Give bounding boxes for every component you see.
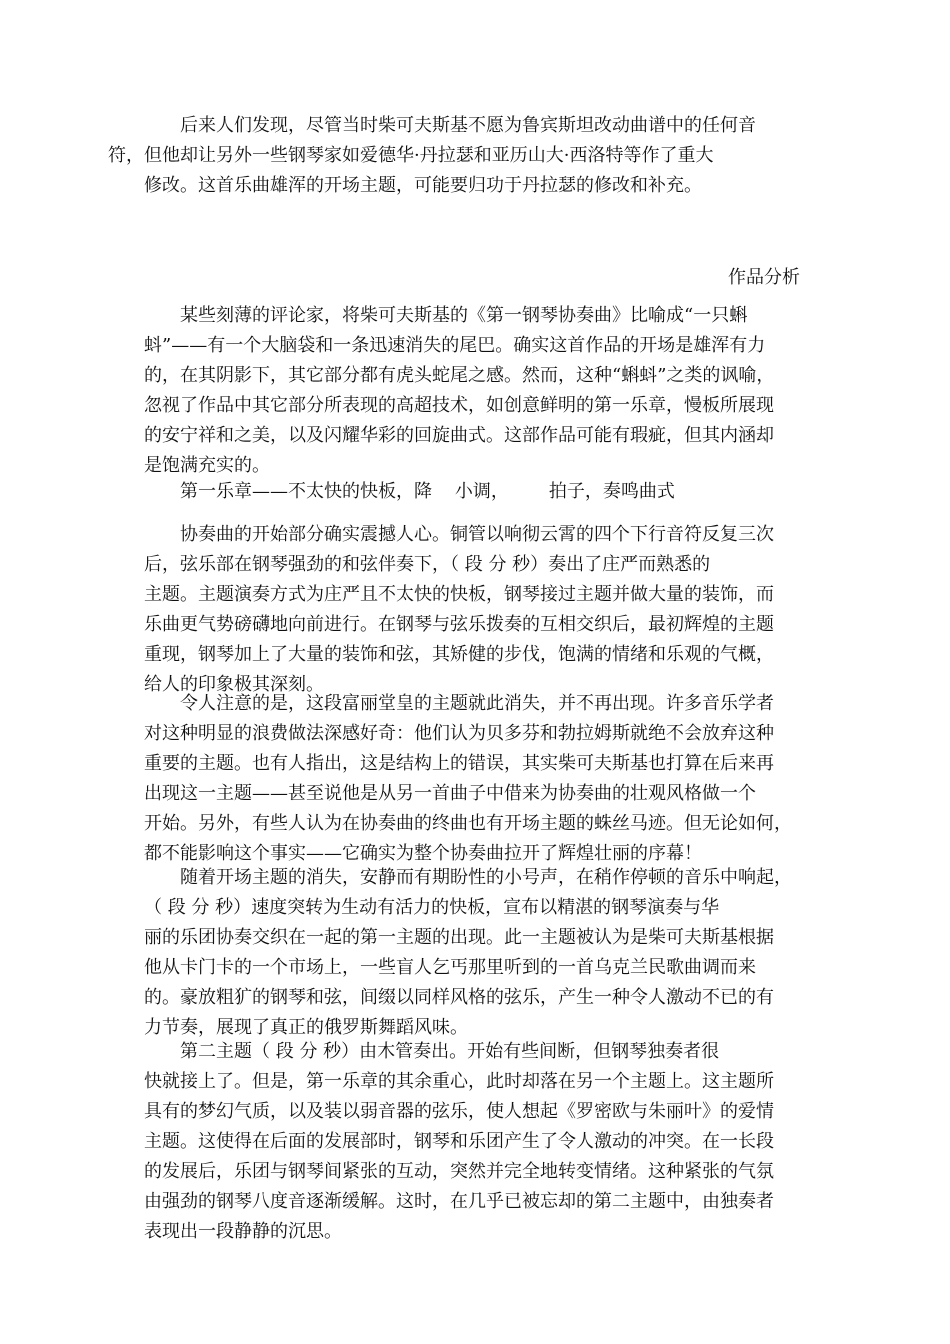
text-line: 后来人们发现，尽管当时柴可夫斯基不愿为鲁宾斯坦改动曲谱中的任何音 (180, 115, 756, 136)
text-line: 是饱满充实的。 (144, 455, 270, 476)
text-line: 都不能影响这个事实——它确实为整个协奏曲拉开了辉煌壮丽的序幕！ (144, 843, 702, 864)
paragraph-theme-disappears (144, 689, 808, 869)
text-line: 快就接上了。但是，第一乐章的其余重心，此时却落在另一个主题上。这主题所 (144, 1071, 774, 1092)
movement-heading: 第一乐章——不太快的快板，降 小调， 拍子，奏鸣曲式 (180, 481, 675, 502)
text-line: 他从卡门卡的一个市场上，一些盲人乞丐那里听到的一首乌克兰民歌曲调而来 (144, 957, 756, 978)
text-line: 表现出一段静静的沉思。 (144, 1221, 342, 1242)
paragraph-opening (144, 520, 808, 700)
text-line: 主题。这使得在后面的发展部时，钢琴和乐团产生了令人激动的冲突。在一长段 (144, 1131, 774, 1152)
text-line: 令人注意的是，这段富丽堂皇的主题就此消失，并不再出现。许多音乐学者 (180, 693, 774, 714)
text-line: （ 段 分 秒）速度突转为生动有活力的快板，宣布以精湛的钢琴演奏与华 (144, 897, 720, 918)
text-line: 第二主题（ 段 分 秒）由木管奏出。开始有些间断，但钢琴独奏者很 (180, 1041, 720, 1062)
text-line: 后，弦乐部在钢琴强劲的和弦伴奏下，（ 段 分 秒）奏出了庄严而熟悉的 (144, 554, 711, 575)
text-line: 丽的乐团协奏交织在一起的第一主题的出现。此一主题被认为是柴可夫斯基根据 (144, 927, 774, 948)
analysis-paragraph (144, 301, 808, 481)
text-line: 重现，钢琴加上了大量的装饰和弦，其矫健的步伐，饱满的情绪和乐观的气概， (144, 644, 774, 665)
intro-paragraph (108, 111, 808, 201)
text-line: 给人的印象极其深刻。 (144, 674, 324, 695)
text-line: 修改。这首乐曲雄浑的开场主题，可能要归功于丹拉瑟的修改和补充。 (144, 175, 702, 196)
text-line: 出现这一主题——甚至说他是从另一首曲子中借来为协奏曲的壮观风格做一个 (144, 783, 756, 804)
text-line: 重要的主题。也有人指出，这是结构上的错误，其实柴可夫斯基也打算在后来再 (144, 753, 774, 774)
paragraph-first-theme (144, 863, 808, 1043)
text-line: 的安宁祥和之美，以及闪耀华彩的回旋曲式。这部作品可能有瑕疵，但其内涵却 (144, 425, 774, 446)
section-heading: 作品分析 (728, 267, 800, 288)
text-line: 符，但他却让另外一些钢琴家如爱德华·丹拉瑟和亚历山大·西洛特等作了重大 (108, 145, 714, 166)
text-line: 随着开场主题的消失，安静而有期盼性的小号声，在稍作停顿的音乐中响起， (180, 867, 792, 888)
text-line: 蚪”——有一个大脑袋和一条迅速消失的尾巴。确实这首作品的开场是雄浑有力 (144, 335, 766, 356)
text-line: 协奏曲的开始部分确实震撼人心。铜管以响彻云霄的四个下行音符反复三次 (180, 524, 774, 545)
text-line: 的。豪放粗犷的钢琴和弦，间缀以同样风格的弦乐，产生一种令人激动不已的有 (144, 987, 774, 1008)
text-line: 开始。另外，有些人认为在协奏曲的终曲也有开场主题的蛛丝马迹。但无论如何， (144, 813, 792, 834)
text-line: 由强劲的钢琴八度音逐渐缓解。这时，在几乎已被忘却的第二主题中，由独奏者 (144, 1191, 774, 1212)
text-line: 忽视了作品中其它部分所表现的高超技术，如创意鲜明的第一乐章，慢板所展现 (144, 395, 774, 416)
text-line: 主题。主题演奏方式为庄严且不太快的快板，钢琴接过主题并做大量的装饰，而 (144, 584, 774, 605)
text-line: 某些刻薄的评论家，将柴可夫斯基的《第一钢琴协奏曲》比喻成“一只蝌 (180, 305, 748, 326)
text-line: 乐曲更气势磅礴地向前进行。在钢琴与弦乐拨奏的互相交织后，最初辉煌的主题 (144, 614, 774, 635)
text-line: 的发展后，乐团与钢琴间紧张的互动，突然并完全地转变情绪。这种紧张的气氛 (144, 1161, 774, 1182)
paragraph-second-theme (144, 1037, 808, 1247)
text-line: 对这种明显的浪费做法深感好奇：他们认为贝多芬和勃拉姆斯就绝不会放弃这种 (144, 723, 774, 744)
text-line: 的，在其阴影下，其它部分都有虎头蛇尾之感。然而，这种“蝌蚪”之类的讽喻， (144, 365, 775, 386)
text-line: 具有的梦幻气质，以及装以弱音器的弦乐，使人想起《罗密欧与朱丽叶》的爱情 (144, 1101, 774, 1122)
text-line: 力节奏，展现了真正的俄罗斯舞蹈风味。 (144, 1017, 468, 1038)
